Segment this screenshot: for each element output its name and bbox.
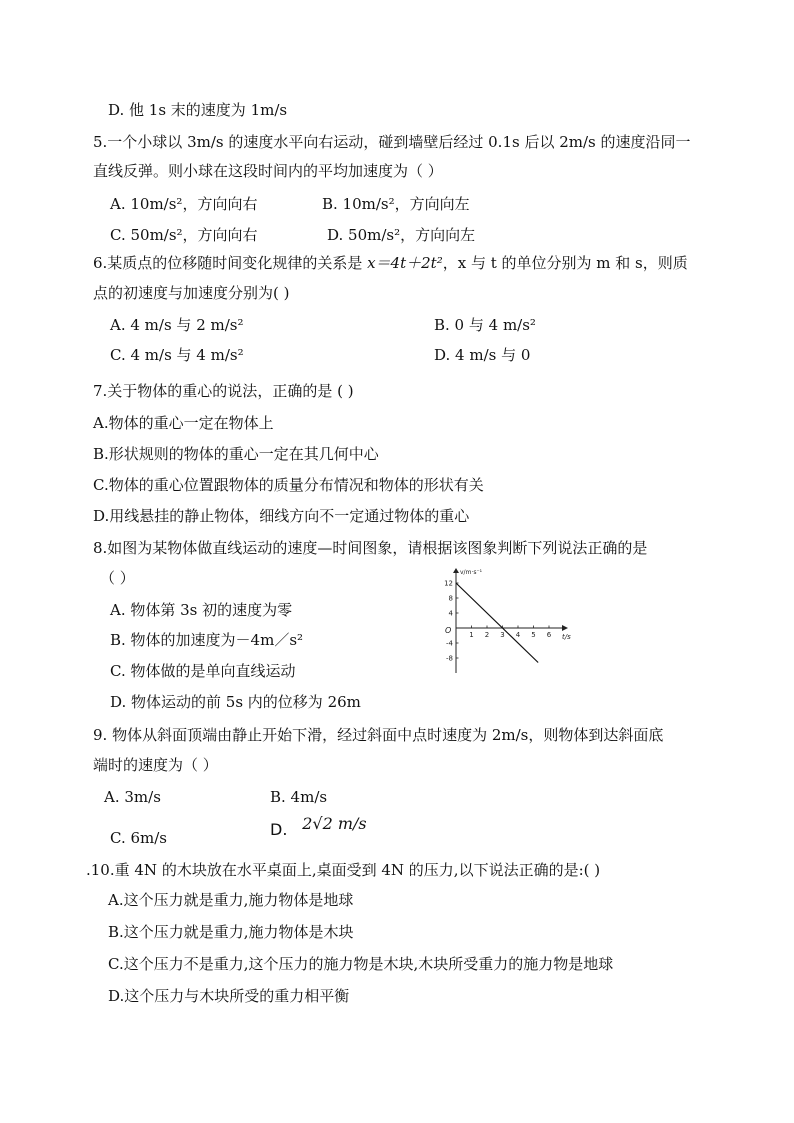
q9-option-d-label: D. bbox=[270, 820, 288, 839]
x-axis-label: t/s bbox=[562, 633, 571, 641]
q9-option-d-value: 2√2 m/s bbox=[302, 814, 367, 833]
x-axis-arrow bbox=[562, 625, 568, 631]
q9-option-c[interactable]: C. 6m/s bbox=[110, 829, 167, 847]
q6-option-b[interactable]: B. 0 与 4 m/s² bbox=[434, 316, 536, 334]
q4-option-d: D. 他 1s 末的速度为 1m/s bbox=[108, 101, 288, 119]
origin-label: O bbox=[445, 626, 452, 635]
y-tick-label: -8 bbox=[446, 654, 453, 663]
q5-stem-line2: 直线反弹。则小球在这段时间内的平均加速度为（ ） bbox=[93, 162, 443, 180]
q10-option-b[interactable]: B.这个压力就是重力,施力物体是木块 bbox=[108, 923, 354, 941]
q10-option-c[interactable]: C.这个压力不是重力,这个压力的施力物是木块,木块所受重力的施力物是地球 bbox=[108, 955, 614, 973]
q7-stem: 7.关于物体的重心的说法，正确的是 ( ) bbox=[93, 382, 354, 400]
x-tick-label: 3 bbox=[500, 631, 505, 639]
q8-stem-line1: 8.如图为某物体做直线运动的速度—时间图象，请根据该图象判断下列说法正确的是 bbox=[93, 539, 648, 557]
q5-option-a[interactable]: A. 10m/s²，方向向右 bbox=[110, 195, 258, 213]
q8-option-c[interactable]: C. 物体做的是单向直线运动 bbox=[110, 662, 296, 680]
x-tick-label: 6 bbox=[546, 631, 552, 639]
x-tick-label: 4 bbox=[515, 631, 521, 639]
chart-labels bbox=[445, 569, 571, 641]
x-tick-label: 2 bbox=[484, 631, 490, 639]
y-tick-label: 8 bbox=[448, 594, 453, 603]
q6-stem-part1: 6.某质点的位移随时间变化规律的关系是 bbox=[93, 254, 368, 272]
y-axis-label: v/m·s⁻¹ bbox=[460, 569, 483, 576]
y-axis-arrow bbox=[453, 568, 459, 573]
q8-stem-line2: （ ） bbox=[100, 569, 135, 587]
q5-option-c[interactable]: C. 50m/s²，方向向右 bbox=[110, 226, 258, 244]
q8-option-b[interactable]: B. 物体的加速度为－4m／s² bbox=[110, 631, 304, 649]
velocity-time-graph bbox=[438, 565, 578, 677]
q7-option-a[interactable]: A.物体的重心一定在物体上 bbox=[93, 414, 274, 432]
q9-option-b[interactable]: B. 4m/s bbox=[270, 788, 328, 806]
q7-option-c[interactable]: C.物体的重心位置跟物体的质量分布情况和物体的形状有关 bbox=[93, 476, 484, 494]
y-tick-label: -4 bbox=[446, 639, 453, 648]
q8-option-d[interactable]: D. 物体运动的前 5s 内的位移为 26m bbox=[110, 693, 361, 711]
x-tick-label: 1 bbox=[469, 631, 474, 639]
chart-ticks bbox=[444, 580, 552, 663]
y-tick-label: 4 bbox=[448, 609, 453, 618]
q6-formula: x＝4t＋2t² bbox=[367, 254, 443, 272]
q9-option-a[interactable]: A. 3m/s bbox=[104, 788, 161, 806]
chart-axes bbox=[453, 568, 568, 673]
velocity-line bbox=[456, 583, 538, 663]
q10-option-d[interactable]: D.这个压力与木块所受的重力相平衡 bbox=[108, 987, 350, 1005]
x-tick-label: 5 bbox=[531, 631, 536, 639]
q9-stem-line2: 端时的速度为（ ） bbox=[93, 756, 218, 774]
q6-stem-line2: 点的初速度与加速度分别为( ) bbox=[93, 284, 290, 302]
chart-series bbox=[456, 583, 538, 663]
q7-option-d[interactable]: D.用线悬挂的静止物体，细线方向不一定通过物体的重心 bbox=[93, 507, 470, 525]
q6-stem-part2: ，x 与 t 的单位分别为 m 和 s，则质 bbox=[442, 254, 688, 272]
q6-option-a[interactable]: A. 4 m/s 与 2 m/s² bbox=[110, 316, 244, 334]
q6-stem-line1 bbox=[93, 253, 688, 273]
q6-option-c[interactable]: C. 4 m/s 与 4 m/s² bbox=[110, 346, 244, 364]
q5-option-d[interactable]: D. 50m/s²，方向向左 bbox=[327, 226, 476, 244]
q7-option-b[interactable]: B.形状规则的物体的重心一定在其几何中心 bbox=[93, 445, 379, 463]
q6-option-d[interactable]: D. 4 m/s 与 0 bbox=[434, 346, 531, 364]
q9-option-d[interactable] bbox=[270, 814, 367, 840]
q5-option-b[interactable]: B. 10m/s²，方向向左 bbox=[322, 195, 470, 213]
q8-option-a[interactable]: A. 物体第 3s 初的速度为零 bbox=[110, 601, 293, 619]
q10-stem: .10.重 4N 的木块放在水平桌面上,桌面受到 4N 的压力,以下说法正确的是:( ) bbox=[86, 861, 601, 879]
q10-option-a[interactable]: A.这个压力就是重力,施力物体是地球 bbox=[108, 891, 354, 909]
q5-stem-line1: 5.一个小球以 3m/s 的速度水平向右运动，碰到墙壁后经过 0.1s 后以 2m/s 的速度沿同一 bbox=[93, 133, 691, 151]
q9-stem-line1: 9. 物体从斜面顶端由静止开始下滑，经过斜面中点时速度为 2m/s，则物体到达斜面底 bbox=[93, 726, 664, 744]
y-tick-label: 12 bbox=[444, 579, 453, 588]
